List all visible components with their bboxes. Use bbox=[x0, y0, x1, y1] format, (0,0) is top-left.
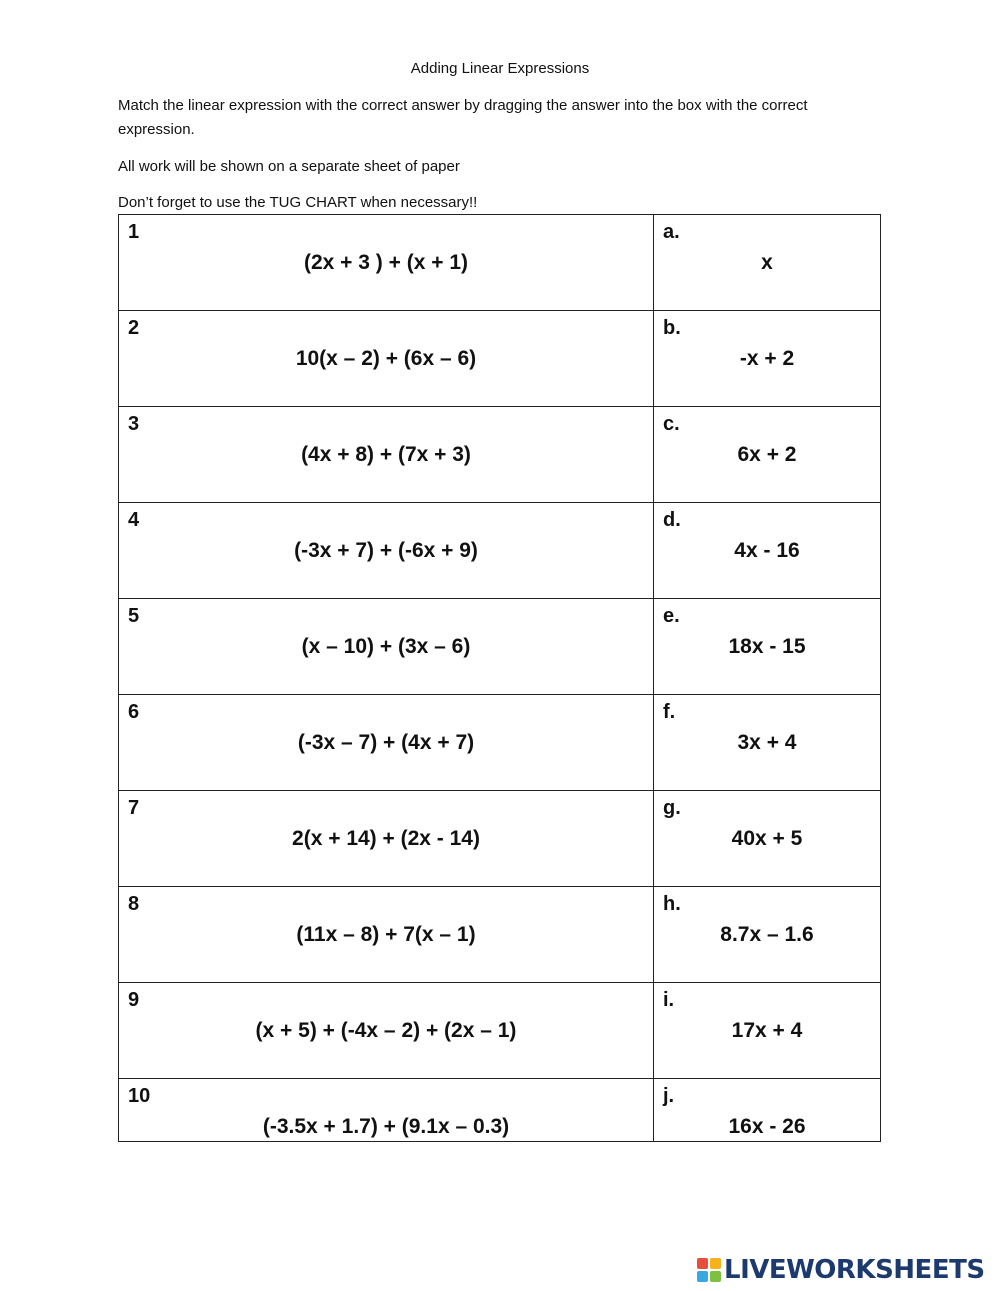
answer-card-g[interactable] bbox=[654, 791, 881, 887]
logo-blocks-icon bbox=[697, 1258, 721, 1282]
answer-card-d[interactable] bbox=[654, 503, 881, 599]
question-number: 9 bbox=[128, 989, 140, 1011]
linear-expression: 2(x + 14) + (2x - 14) bbox=[292, 827, 480, 850]
logo-block bbox=[697, 1271, 708, 1282]
linear-expression: (4x + 8) + (7x + 3) bbox=[301, 443, 471, 466]
expression-drop-box-1[interactable] bbox=[119, 215, 654, 311]
answer-letter: c. bbox=[663, 413, 680, 435]
linear-expression: (x + 5) + (-4x – 2) + (2x – 1) bbox=[255, 1019, 517, 1042]
answer-card-h[interactable] bbox=[654, 887, 881, 983]
matching-table bbox=[118, 214, 881, 1142]
answer-expression: x bbox=[761, 251, 773, 274]
linear-expression: (-3x + 7) + (-6x + 9) bbox=[294, 539, 478, 562]
answer-expression: -x + 2 bbox=[739, 347, 795, 370]
table-row bbox=[119, 311, 881, 407]
answer-card-a[interactable] bbox=[654, 215, 881, 311]
expression-drop-box-6[interactable] bbox=[119, 695, 654, 791]
question-number: 5 bbox=[128, 605, 140, 627]
expression-drop-box-10[interactable] bbox=[119, 1079, 654, 1142]
table-row bbox=[119, 599, 881, 695]
answer-card-c[interactable] bbox=[654, 407, 881, 503]
answer-letter: b. bbox=[663, 317, 681, 339]
linear-expression: 10(x – 2) + (6x – 6) bbox=[295, 347, 477, 370]
table-row bbox=[119, 791, 881, 887]
answer-expression: 17x + 4 bbox=[731, 1019, 803, 1042]
answer-expression: 16x - 26 bbox=[728, 1115, 806, 1138]
linear-expression: (x – 10) + (3x – 6) bbox=[301, 635, 471, 658]
question-number: 1 bbox=[128, 221, 140, 243]
instruction-tug-chart: Don’t forget to use the TUG CHART when necessary!! bbox=[118, 194, 478, 211]
answer-card-j[interactable] bbox=[654, 1079, 881, 1142]
answer-expression: 4x - 16 bbox=[734, 539, 800, 562]
table-row bbox=[119, 887, 881, 983]
answer-letter: d. bbox=[663, 509, 681, 531]
question-number: 10 bbox=[128, 1085, 151, 1107]
table-row bbox=[119, 695, 881, 791]
logo-block bbox=[697, 1258, 708, 1269]
page-title: Adding Linear Expressions bbox=[410, 60, 590, 77]
answer-letter: a. bbox=[663, 221, 680, 243]
answer-letter: e. bbox=[663, 605, 680, 627]
expression-drop-box-2[interactable] bbox=[119, 311, 654, 407]
table-row bbox=[119, 503, 881, 599]
answer-letter: i. bbox=[663, 989, 675, 1011]
answer-letter: f. bbox=[663, 701, 676, 723]
answer-letter: j. bbox=[663, 1085, 675, 1107]
answer-letter: h. bbox=[663, 893, 681, 915]
table-row bbox=[119, 215, 881, 311]
table-row bbox=[119, 1079, 881, 1142]
logo-block bbox=[710, 1271, 721, 1282]
expression-drop-box-9[interactable] bbox=[119, 983, 654, 1079]
answer-expression: 6x + 2 bbox=[737, 443, 797, 466]
instruction-match: Match the linear expression with the correct answer by dragging the answer into the box with the correct expression. bbox=[118, 97, 808, 138]
linear-expression: (2x + 3 ) + (x + 1) bbox=[303, 251, 468, 274]
logo-block bbox=[710, 1258, 721, 1269]
question-number: 8 bbox=[128, 893, 140, 915]
expression-drop-box-4[interactable] bbox=[119, 503, 654, 599]
question-number: 4 bbox=[128, 509, 140, 531]
table-row bbox=[119, 407, 881, 503]
answer-expression: 8.7x – 1.6 bbox=[720, 923, 814, 946]
answer-expression: 18x - 15 bbox=[728, 635, 806, 658]
answer-expression: 3x + 4 bbox=[737, 731, 797, 754]
question-number: 7 bbox=[128, 797, 140, 819]
linear-expression: (11x – 8) + 7(x – 1) bbox=[296, 923, 476, 946]
answer-card-e[interactable] bbox=[654, 599, 881, 695]
answer-letter: g. bbox=[663, 797, 681, 819]
table-row bbox=[119, 983, 881, 1079]
expression-drop-box-7[interactable] bbox=[119, 791, 654, 887]
answer-card-i[interactable] bbox=[654, 983, 881, 1079]
question-number: 3 bbox=[128, 413, 140, 435]
expression-drop-box-3[interactable] bbox=[119, 407, 654, 503]
linear-expression: (-3.5x + 1.7) + (9.1x – 0.3) bbox=[262, 1115, 510, 1138]
answer-card-f[interactable] bbox=[654, 695, 881, 791]
logo-text: LIVEWORKSHEETS bbox=[724, 1255, 985, 1285]
instruction-work-shown: All work will be shown on a separate sheet of paper bbox=[118, 158, 460, 175]
linear-expression: (-3x – 7) + (4x + 7) bbox=[297, 731, 475, 754]
expression-drop-box-8[interactable] bbox=[119, 887, 654, 983]
answer-card-b[interactable] bbox=[654, 311, 881, 407]
liveworksheets-logo bbox=[697, 1255, 985, 1285]
question-number: 6 bbox=[128, 701, 140, 723]
question-number: 2 bbox=[128, 317, 140, 339]
answer-expression: 40x + 5 bbox=[731, 827, 803, 850]
expression-drop-box-5[interactable] bbox=[119, 599, 654, 695]
